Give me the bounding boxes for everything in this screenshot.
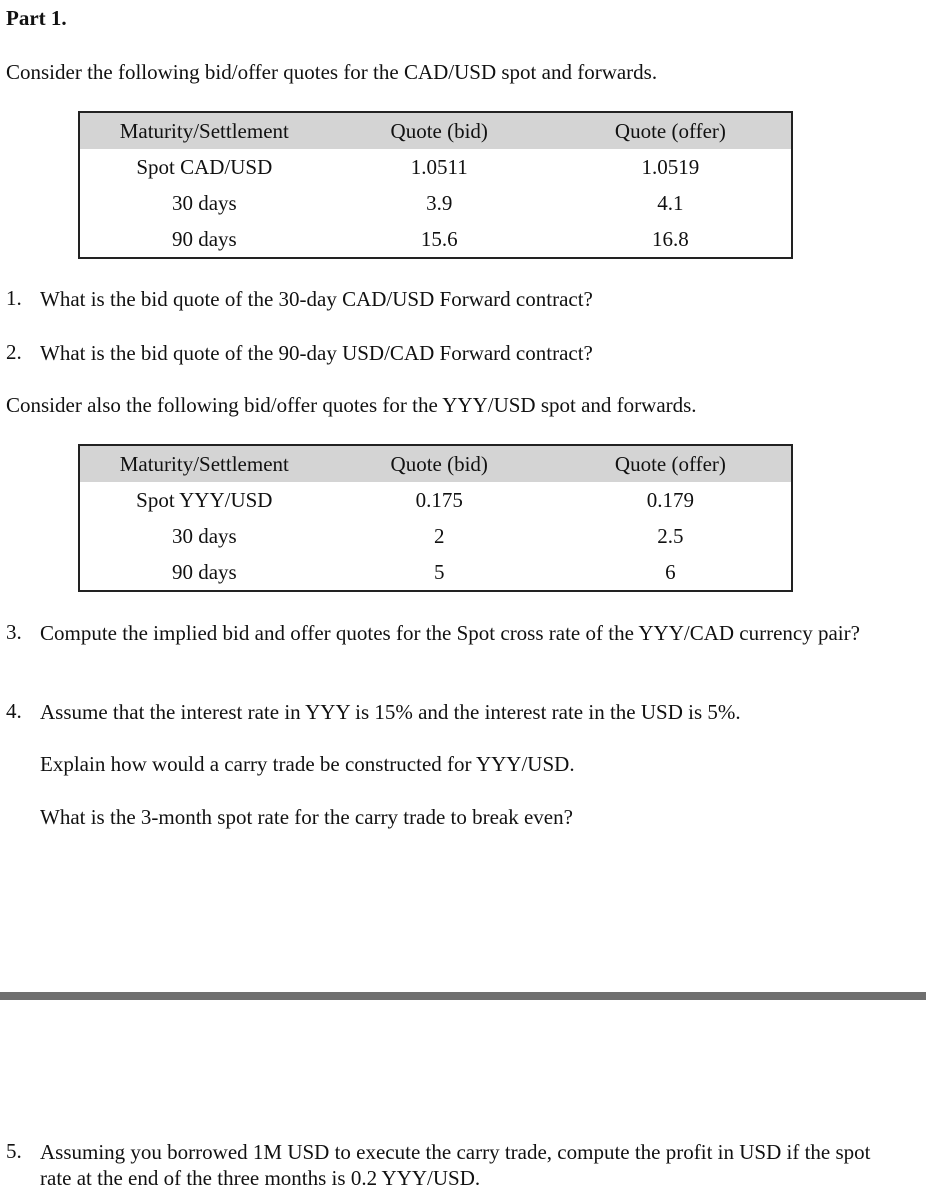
cell-bid: 3.9 xyxy=(426,190,453,215)
cell-maturity: Spot YYY/USD xyxy=(136,487,273,512)
question-text: Assume that the interest rate in YYY is 15% and the interest rate in the USD is 5%. xyxy=(40,700,741,724)
header-offer: Quote (offer) xyxy=(614,118,726,143)
cell-offer: 2.5 xyxy=(657,523,684,548)
cell-bid: 0.175 xyxy=(415,487,463,512)
table-row xyxy=(79,221,792,258)
cell-offer: 0.179 xyxy=(646,487,695,512)
cell-bid: 5 xyxy=(433,559,445,584)
question-number: 1. xyxy=(6,286,22,310)
question-text: Assuming you borrowed 1M USD to execute the carry trade, compute the profit in USD if the spot rate at the end of the three months is 0.2 YYY/USD. xyxy=(40,1140,871,1190)
question-4-subpart-1: Explain how would a carry trade be constructed for YYY/USD. xyxy=(40,752,575,776)
cell-maturity: 30 days xyxy=(171,523,237,548)
table-row xyxy=(79,518,792,554)
cell-bid: 15.6 xyxy=(420,226,458,251)
header-maturity: Maturity/Settlement xyxy=(119,118,289,143)
question-number: 3. xyxy=(6,620,22,644)
part-title: Part 1. xyxy=(6,6,67,30)
question-number: 4. xyxy=(6,699,22,723)
cell-maturity: 90 days xyxy=(171,226,237,251)
cell-maturity: 30 days xyxy=(171,190,237,215)
cell-offer: 16.8 xyxy=(652,226,689,251)
table-header-row xyxy=(79,445,792,482)
header-bid: Quote (bid) xyxy=(390,118,488,143)
table-row xyxy=(79,482,792,518)
header-maturity: Maturity/Settlement xyxy=(119,451,289,476)
question-number: 2. xyxy=(6,340,22,364)
table-row xyxy=(79,554,792,591)
question-4-subpart-2: What is the 3-month spot rate for the carry trade to break even? xyxy=(40,805,573,829)
header-bid: Quote (bid) xyxy=(390,451,488,476)
cell-bid: 1.0511 xyxy=(410,154,468,179)
table-header-row xyxy=(79,112,792,149)
cell-maturity: 90 days xyxy=(171,559,237,584)
yyy-usd-quotes-table xyxy=(78,444,793,592)
cell-bid: 2 xyxy=(433,523,445,548)
table-row xyxy=(79,185,792,221)
question-text: Compute the implied bid and offer quotes for the Spot cross rate of the YYY/CAD currency pair? xyxy=(40,621,860,645)
intro-cad-usd: Consider the following bid/offer quotes for the CAD/USD spot and forwards. xyxy=(6,60,658,84)
question-text: What is the bid quote of the 90-day USD/CAD Forward contract? xyxy=(40,341,593,365)
question-number: 5. xyxy=(6,1139,22,1163)
cell-offer: 1.0519 xyxy=(641,154,700,179)
header-offer: Quote (offer) xyxy=(614,451,726,476)
page-divider xyxy=(0,992,926,1000)
cell-offer: 6 xyxy=(665,559,676,584)
cad-usd-quotes-table xyxy=(78,111,793,259)
table-row xyxy=(79,149,792,185)
cell-maturity: Spot CAD/USD xyxy=(136,154,273,179)
intro-yyy-usd: Consider also the following bid/offer quotes for the YYY/USD spot and forwards. xyxy=(6,393,697,417)
question-text: What is the bid quote of the 30-day CAD/USD Forward contract? xyxy=(40,287,593,311)
cell-offer: 4.1 xyxy=(657,190,684,215)
